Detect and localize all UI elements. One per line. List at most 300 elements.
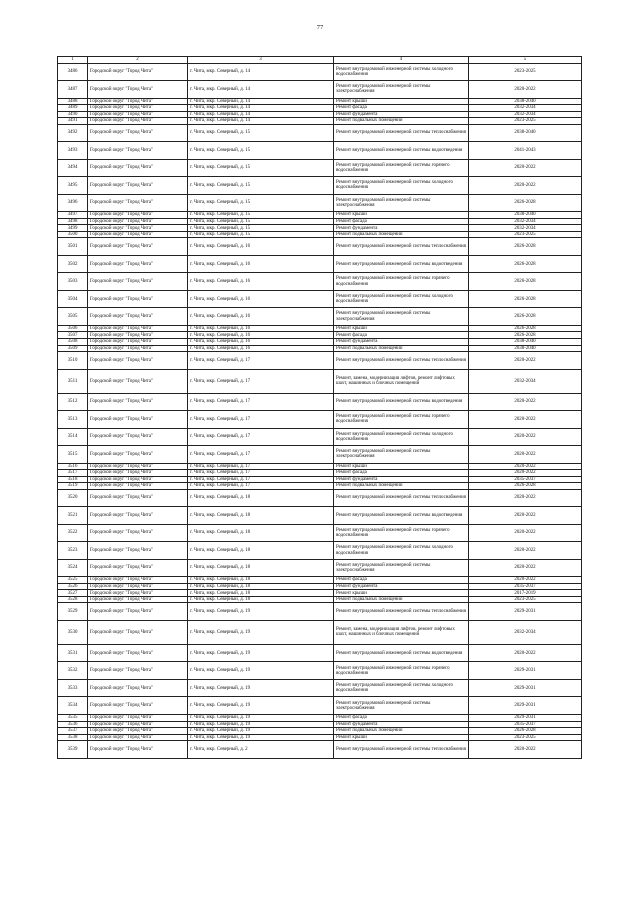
municipality-cell: Городской округ "Город Чита" xyxy=(88,332,188,339)
address-cell: г. Чита, мкр. Северный, д. 18 xyxy=(188,577,334,584)
municipality-cell: Городской округ "Город Чита" xyxy=(88,697,188,715)
work-type-cell: Ремонт внутридомовой инженерной системы электроснабжения xyxy=(334,194,469,212)
work-type-cell: Ремонт фасада xyxy=(334,105,469,112)
municipality-cell: Городской округ "Город Чита" xyxy=(88,596,188,603)
planned-period-cell: 2029-2031 xyxy=(469,603,582,621)
work-type-cell: Ремонт внутридомовой инженерной системы теплоснабжения xyxy=(334,489,469,507)
row-number-cell: 3527 xyxy=(58,590,88,597)
row-number-cell: 3510 xyxy=(58,352,88,370)
address-cell: г. Чита, мкр. Северный, д. 18 xyxy=(188,559,334,577)
work-type-cell: Ремонт фундамента xyxy=(334,476,469,483)
planned-period-cell: 2029-2031 xyxy=(469,714,582,721)
planned-period-cell: 2020-2022 xyxy=(469,524,582,542)
address-cell: г. Чита, мкр. Северный, д. 16 xyxy=(188,255,334,273)
planned-period-cell: 2020-2022 xyxy=(469,463,582,470)
municipality-cell: Городской округ "Город Чита" xyxy=(88,231,188,238)
address-cell: г. Чита, мкр. Северный, д. 19 xyxy=(188,679,334,697)
address-cell: г. Чита, мкр. Северный, д. 19 xyxy=(188,728,334,735)
planned-period-cell: 2020-2022 xyxy=(469,352,582,370)
municipality-cell: Городской округ "Город Чита" xyxy=(88,721,188,728)
table-row xyxy=(58,446,582,464)
row-number-cell: 3511 xyxy=(58,369,88,393)
work-type-cell: Ремонт фасада xyxy=(334,714,469,721)
work-type-cell: Ремонт фасада xyxy=(334,218,469,225)
work-type-cell: Ремонт подвальных помещений xyxy=(334,596,469,603)
planned-period-cell: 2023-2025 xyxy=(469,118,582,125)
work-type-cell: Ремонт внутридомовой инженерной системы холодного водоснабжения xyxy=(334,177,469,195)
column-header: 5 xyxy=(469,57,582,64)
work-type-cell: Ремонт подвальных помещений xyxy=(334,728,469,735)
planned-period-cell: 2020-2022 xyxy=(469,741,582,759)
planned-period-cell: 2038-2040 xyxy=(469,212,582,219)
municipality-cell: Городской округ "Город Чита" xyxy=(88,124,188,142)
table-row xyxy=(58,159,582,177)
address-cell: г. Чита, мкр. Северный, д. 18 xyxy=(188,524,334,542)
planned-period-cell: 2032-2034 xyxy=(469,620,582,644)
planned-period-cell: 2032-2034 xyxy=(469,111,582,118)
row-number-cell: 3530 xyxy=(58,620,88,644)
planned-period-cell: 2032-2034 xyxy=(469,225,582,232)
municipality-cell: Городской округ "Город Чита" xyxy=(88,728,188,735)
table-row xyxy=(58,352,582,370)
municipality-cell: Городской округ "Город Чита" xyxy=(88,577,188,584)
row-number-cell: 3532 xyxy=(58,662,88,680)
municipality-cell: Городской округ "Город Чита" xyxy=(88,542,188,560)
work-type-cell: Ремонт внутридомовой инженерной системы холодного водоснабжения xyxy=(334,679,469,697)
planned-period-cell: 2035-2037 xyxy=(469,583,582,590)
work-type-cell: Ремонт подвальных помещений xyxy=(334,118,469,125)
municipality-cell: Городской округ "Город Чита" xyxy=(88,255,188,273)
planned-period-cell: 2032-2034 xyxy=(469,369,582,393)
work-type-cell: Ремонт фундамента xyxy=(334,721,469,728)
work-type-cell: Ремонт внутридомовой инженерной системы электроснабжения xyxy=(334,81,469,99)
municipality-cell: Городской округ "Город Чита" xyxy=(88,603,188,621)
address-cell: г. Чита, мкр. Северный, д. 17 xyxy=(188,470,334,477)
work-type-cell: Ремонт внутридомовой инженерной системы горячего водоснабжения xyxy=(334,524,469,542)
work-type-cell: Ремонт фасада xyxy=(334,332,469,339)
table-row xyxy=(58,308,582,326)
address-cell: г. Чита, мкр. Северный, д. 17 xyxy=(188,476,334,483)
address-cell: г. Чита, мкр. Северный, д. 19 xyxy=(188,714,334,721)
table-row xyxy=(58,542,582,560)
municipality-cell: Городской округ "Город Чита" xyxy=(88,63,188,81)
planned-period-cell: 2026-2028 xyxy=(469,325,582,332)
work-type-cell: Ремонт внутридомовой инженерной системы горячего водоснабжения xyxy=(334,662,469,680)
table-row xyxy=(58,273,582,291)
municipality-cell: Городской округ "Город Чита" xyxy=(88,446,188,464)
work-type-cell: Ремонт внутридомовой инженерной системы холодного водоснабжения xyxy=(334,428,469,446)
planned-period-cell: 2020-2022 xyxy=(469,559,582,577)
row-number-cell: 3536 xyxy=(58,721,88,728)
planned-period-cell: 2020-2022 xyxy=(469,177,582,195)
work-type-cell: Ремонт фундамента xyxy=(334,583,469,590)
municipality-cell: Городской округ "Город Чита" xyxy=(88,352,188,370)
municipality-cell: Городской округ "Город Чита" xyxy=(88,489,188,507)
column-header: 1 xyxy=(58,57,88,64)
work-type-cell: Ремонт внутридомовой инженерной системы водоотведения xyxy=(334,142,469,160)
address-cell: г. Чита, мкр. Северный, д. 15 xyxy=(188,177,334,195)
planned-period-cell: 2029-2031 xyxy=(469,697,582,715)
work-type-cell: Ремонт внутридомовой инженерной системы электроснабжения xyxy=(334,697,469,715)
address-cell: г. Чита, мкр. Северный, д. 19 xyxy=(188,603,334,621)
table-row xyxy=(58,603,582,621)
address-cell: г. Чита, мкр. Северный, д. 15 xyxy=(188,124,334,142)
work-type-cell: Ремонт внутридомовой инженерной системы водоотведения xyxy=(334,255,469,273)
table-row xyxy=(58,290,582,308)
table-row xyxy=(58,369,582,393)
work-type-cell: Ремонт фундамента xyxy=(334,111,469,118)
work-type-cell: Ремонт внутридомовой инженерной системы электроснабжения xyxy=(334,446,469,464)
address-cell: г. Чита, мкр. Северный, д. 17 xyxy=(188,393,334,411)
planned-period-cell: 2029-2031 xyxy=(469,662,582,680)
row-number-cell: 3518 xyxy=(58,476,88,483)
address-cell: г. Чита, мкр. Северный, д. 19 xyxy=(188,721,334,728)
table-row xyxy=(58,559,582,577)
row-number-cell: 3503 xyxy=(58,273,88,291)
address-cell: г. Чита, мкр. Северный, д. 19 xyxy=(188,620,334,644)
address-cell: г. Чита, мкр. Северный, д. 19 xyxy=(188,697,334,715)
address-cell: г. Чита, мкр. Северный, д. 14 xyxy=(188,63,334,81)
municipality-cell: Городской округ "Город Чита" xyxy=(88,345,188,352)
work-type-cell: Ремонт крыши xyxy=(334,212,469,219)
row-number-cell: 3488 xyxy=(58,98,88,105)
table-row xyxy=(58,63,582,81)
municipality-cell: Городской округ "Город Чита" xyxy=(88,470,188,477)
address-cell: г. Чита, мкр. Северный, д. 16 xyxy=(188,290,334,308)
row-number-cell: 3489 xyxy=(58,105,88,112)
work-type-cell: Ремонт подвальных помещений xyxy=(334,483,469,490)
work-type-cell: Ремонт внутридомовой инженерной системы холодного водоснабжения xyxy=(334,542,469,560)
work-type-cell: Ремонт внутридомовой инженерной системы водоотведения xyxy=(334,393,469,411)
row-number-cell: 3493 xyxy=(58,142,88,160)
row-number-cell: 3525 xyxy=(58,577,88,584)
planned-period-cell: 2038-2040 xyxy=(469,98,582,105)
municipality-cell: Городской округ "Город Чита" xyxy=(88,118,188,125)
work-type-cell: Ремонт фундамента xyxy=(334,225,469,232)
municipality-cell: Городской округ "Город Чита" xyxy=(88,177,188,195)
table-row xyxy=(58,697,582,715)
table-row xyxy=(58,124,582,142)
municipality-cell: Городской округ "Город Чита" xyxy=(88,111,188,118)
row-number-cell: 3522 xyxy=(58,524,88,542)
work-type-cell: Ремонт внутридомовой инженерной системы электроснабжения xyxy=(334,308,469,326)
table-row xyxy=(58,679,582,697)
municipality-cell: Городской округ "Город Чита" xyxy=(88,325,188,332)
row-number-cell: 3516 xyxy=(58,463,88,470)
planned-period-cell: 2026-2028 xyxy=(469,238,582,256)
address-cell: г. Чита, мкр. Северный, д. 17 xyxy=(188,428,334,446)
planned-period-cell: 2041-2043 xyxy=(469,142,582,160)
work-type-cell: Ремонт внутридомовой инженерной системы горячего водоснабжения xyxy=(334,273,469,291)
work-type-cell: Ремонт внутридомовой инженерной системы теплоснабжения xyxy=(334,741,469,759)
address-cell: г. Чита, мкр. Северный, д. 2 xyxy=(188,741,334,759)
municipality-cell: Городской округ "Город Чита" xyxy=(88,590,188,597)
municipality-cell: Городской округ "Город Чита" xyxy=(88,741,188,759)
planned-period-cell: 2020-2022 xyxy=(469,159,582,177)
planned-period-cell: 2020-2022 xyxy=(469,428,582,446)
row-number-cell: 3499 xyxy=(58,225,88,232)
work-type-cell: Ремонт подвальных помещений xyxy=(334,231,469,238)
work-type-cell: Ремонт внутридомовой инженерной системы теплоснабжения xyxy=(334,124,469,142)
row-number-cell: 3520 xyxy=(58,489,88,507)
municipality-cell: Городской округ "Город Чита" xyxy=(88,428,188,446)
planned-period-cell: 2026-2028 xyxy=(469,290,582,308)
row-number-cell: 3515 xyxy=(58,446,88,464)
row-number-cell: 3495 xyxy=(58,177,88,195)
work-type-cell: Ремонт внутридомовой инженерной системы холодного водоснабжения xyxy=(334,290,469,308)
work-type-cell: Ремонт внутридомовой инженерной системы горячего водоснабжения xyxy=(334,411,469,429)
row-number-cell: 3505 xyxy=(58,308,88,326)
address-cell: г. Чита, мкр. Северный, д. 18 xyxy=(188,596,334,603)
row-number-cell: 3502 xyxy=(58,255,88,273)
address-cell: г. Чита, мкр. Северный, д. 16 xyxy=(188,308,334,326)
address-cell: г. Чита, мкр. Северный, д. 14 xyxy=(188,118,334,125)
row-number-cell: 3535 xyxy=(58,714,88,721)
work-type-cell: Ремонт внутридомовой инженерной системы теплоснабжения xyxy=(334,603,469,621)
address-cell: г. Чита, мкр. Северный, д. 14 xyxy=(188,105,334,112)
table-row xyxy=(58,81,582,99)
table-row xyxy=(58,411,582,429)
municipality-cell: Городской округ "Город Чита" xyxy=(88,238,188,256)
address-cell: г. Чита, мкр. Северный, д. 17 xyxy=(188,463,334,470)
table-row xyxy=(58,524,582,542)
table-row xyxy=(58,142,582,160)
address-cell: г. Чита, мкр. Северный, д. 17 xyxy=(188,446,334,464)
planned-period-cell: 2029-2031 xyxy=(469,679,582,697)
planned-period-cell: 2020-2022 xyxy=(469,507,582,525)
planned-period-cell: 2020-2022 xyxy=(469,81,582,99)
column-header: 4 xyxy=(334,57,469,64)
municipality-cell: Городской округ "Город Чита" xyxy=(88,559,188,577)
row-number-cell: 3529 xyxy=(58,603,88,621)
work-type-cell: Ремонт внутридомовой инженерной системы электроснабжения xyxy=(334,559,469,577)
table-row xyxy=(58,662,582,680)
municipality-cell: Городской округ "Город Чита" xyxy=(88,212,188,219)
address-cell: г. Чита, мкр. Северный, д. 16 xyxy=(188,238,334,256)
table-row xyxy=(58,741,582,759)
municipality-cell: Городской округ "Город Чита" xyxy=(88,463,188,470)
planned-period-cell: 2026-2028 xyxy=(469,273,582,291)
municipality-cell: Городской округ "Город Чита" xyxy=(88,524,188,542)
table-row xyxy=(58,489,582,507)
work-type-cell: Ремонт внутридомовой инженерной системы теплоснабжения xyxy=(334,238,469,256)
table-row xyxy=(58,428,582,446)
address-cell: г. Чита, мкр. Северный, д. 16 xyxy=(188,339,334,346)
address-cell: г. Чита, мкр. Северный, д. 18 xyxy=(188,583,334,590)
work-type-cell: Ремонт внутридомовой инженерной системы холодного водоснабжения xyxy=(334,63,469,81)
planned-period-cell: 2023-2025 xyxy=(469,734,582,741)
row-number-cell: 3534 xyxy=(58,697,88,715)
municipality-cell: Городской округ "Город Чита" xyxy=(88,734,188,741)
work-type-cell: Ремонт фасада xyxy=(334,577,469,584)
municipality-cell: Городской округ "Город Чита" xyxy=(88,98,188,105)
planned-period-cell: 2026-2028 xyxy=(469,483,582,490)
table-row xyxy=(58,507,582,525)
address-cell: г. Чита, мкр. Северный, д. 18 xyxy=(188,542,334,560)
row-number-cell: 3524 xyxy=(58,559,88,577)
planned-period-cell: 2038-2040 xyxy=(469,124,582,142)
work-type-cell: Ремонт фасада xyxy=(334,470,469,477)
row-number-cell: 3486 xyxy=(58,63,88,81)
table-row xyxy=(58,177,582,195)
address-cell: г. Чита, мкр. Северный, д. 15 xyxy=(188,225,334,232)
capital-repair-table xyxy=(57,56,582,759)
planned-period-cell: 2020-2022 xyxy=(469,577,582,584)
municipality-cell: Городской округ "Город Чита" xyxy=(88,290,188,308)
planned-period-cell: 2035-2037 xyxy=(469,721,582,728)
address-cell: г. Чита, мкр. Северный, д. 15 xyxy=(188,142,334,160)
table-row xyxy=(58,238,582,256)
address-cell: г. Чита, мкр. Северный, д. 15 xyxy=(188,159,334,177)
municipality-cell: Городской округ "Город Чита" xyxy=(88,483,188,490)
address-cell: г. Чита, мкр. Северный, д. 14 xyxy=(188,81,334,99)
row-number-cell: 3498 xyxy=(58,218,88,225)
municipality-cell: Городской округ "Город Чита" xyxy=(88,194,188,212)
row-number-cell: 3526 xyxy=(58,583,88,590)
row-number-cell: 3496 xyxy=(58,194,88,212)
work-type-cell: Ремонт подвальных помещений xyxy=(334,345,469,352)
planned-period-cell: 2026-2028 xyxy=(469,255,582,273)
municipality-cell: Городской округ "Город Чита" xyxy=(88,159,188,177)
municipality-cell: Городской округ "Город Чита" xyxy=(88,225,188,232)
municipality-cell: Городской округ "Город Чита" xyxy=(88,679,188,697)
row-number-cell: 3519 xyxy=(58,483,88,490)
planned-period-cell: 2020-2022 xyxy=(469,470,582,477)
address-cell: г. Чита, мкр. Северный, д. 15 xyxy=(188,218,334,225)
address-cell: г. Чита, мкр. Северный, д. 16 xyxy=(188,332,334,339)
address-cell: г. Чита, мкр. Северный, д. 17 xyxy=(188,369,334,393)
planned-period-cell: 2026-2028 xyxy=(469,728,582,735)
planned-period-cell: 2026-2028 xyxy=(469,308,582,326)
work-type-cell: Ремонт крыши xyxy=(334,590,469,597)
row-number-cell: 3537 xyxy=(58,728,88,735)
address-cell: г. Чита, мкр. Северный, д. 15 xyxy=(188,212,334,219)
planned-period-cell: 2020-2022 xyxy=(469,411,582,429)
work-type-cell: Ремонт, замена, модернизация лифтов, ремонт лифтовых шахт, машинных и блочных помещений xyxy=(334,369,469,393)
column-header: 3 xyxy=(188,57,334,64)
row-number-cell: 3491 xyxy=(58,118,88,125)
planned-period-cell: 2032-2034 xyxy=(469,218,582,225)
municipality-cell: Городской округ "Город Чита" xyxy=(88,507,188,525)
municipality-cell: Городской округ "Город Чита" xyxy=(88,393,188,411)
work-type-cell: Ремонт крыши xyxy=(334,98,469,105)
work-type-cell: Ремонт, замена, модернизация лифтов, ремонт лифтовых шахт, машинных и блочных помещений xyxy=(334,620,469,644)
row-number-cell: 3528 xyxy=(58,596,88,603)
row-number-cell: 3523 xyxy=(58,542,88,560)
row-number-cell: 3517 xyxy=(58,470,88,477)
planned-period-cell: 2035-2037 xyxy=(469,476,582,483)
municipality-cell: Городской округ "Город Чита" xyxy=(88,81,188,99)
address-cell: г. Чита, мкр. Северный, д. 18 xyxy=(188,489,334,507)
row-number-cell: 3492 xyxy=(58,124,88,142)
planned-period-cell: 2020-2022 xyxy=(469,644,582,662)
planned-period-cell: 2038-2040 xyxy=(469,339,582,346)
address-cell: г. Чита, мкр. Северный, д. 17 xyxy=(188,411,334,429)
municipality-cell: Городской округ "Город Чита" xyxy=(88,476,188,483)
work-type-cell: Ремонт внутридомовой инженерной системы водоотведения xyxy=(334,507,469,525)
row-number-cell: 3539 xyxy=(58,741,88,759)
municipality-cell: Городской округ "Город Чита" xyxy=(88,644,188,662)
work-type-cell: Ремонт внутридомовой инженерной системы теплоснабжения xyxy=(334,352,469,370)
municipality-cell: Городской округ "Город Чита" xyxy=(88,714,188,721)
municipality-cell: Городской округ "Город Чита" xyxy=(88,308,188,326)
page-number: 77 xyxy=(316,24,324,31)
row-number-cell: 3512 xyxy=(58,393,88,411)
work-type-cell: Ремонт внутридомовой инженерной системы водоотведения xyxy=(334,644,469,662)
work-type-cell: Ремонт внутридомовой инженерной системы горячего водоснабжения xyxy=(334,159,469,177)
row-number-cell: 3487 xyxy=(58,81,88,99)
address-cell: г. Чита, мкр. Северный, д. 17 xyxy=(188,352,334,370)
municipality-cell: Городской округ "Город Чита" xyxy=(88,105,188,112)
row-number-cell: 3531 xyxy=(58,644,88,662)
work-type-cell: Ремонт крыши xyxy=(334,734,469,741)
row-number-cell: 3521 xyxy=(58,507,88,525)
planned-period-cell: 2017-2019 xyxy=(469,590,582,597)
municipality-cell: Городской округ "Город Чита" xyxy=(88,662,188,680)
address-cell: г. Чита, мкр. Северный, д. 15 xyxy=(188,231,334,238)
work-type-cell: Ремонт крыши xyxy=(334,463,469,470)
row-number-cell: 3509 xyxy=(58,345,88,352)
row-number-cell: 3508 xyxy=(58,339,88,346)
planned-period-cell: 2023-2025 xyxy=(469,596,582,603)
table-row xyxy=(58,194,582,212)
row-number-cell: 3504 xyxy=(58,290,88,308)
planned-period-cell: 2032-2034 xyxy=(469,105,582,112)
table-row xyxy=(58,255,582,273)
address-cell: г. Чита, мкр. Северный, д. 19 xyxy=(188,644,334,662)
row-number-cell: 3501 xyxy=(58,238,88,256)
row-number-cell: 3490 xyxy=(58,111,88,118)
address-cell: г. Чита, мкр. Северный, д. 16 xyxy=(188,273,334,291)
address-cell: г. Чита, мкр. Северный, д. 17 xyxy=(188,483,334,490)
planned-period-cell: 2023-2025 xyxy=(469,231,582,238)
municipality-cell: Городской округ "Город Чита" xyxy=(88,369,188,393)
municipality-cell: Городской округ "Город Чита" xyxy=(88,339,188,346)
planned-period-cell: 2020-2022 xyxy=(469,489,582,507)
municipality-cell: Городской округ "Город Чита" xyxy=(88,620,188,644)
column-header: 2 xyxy=(88,57,188,64)
row-number-cell: 3497 xyxy=(58,212,88,219)
table-row xyxy=(58,393,582,411)
address-cell: г. Чита, мкр. Северный, д. 15 xyxy=(188,194,334,212)
planned-period-cell: 2023-2025 xyxy=(469,63,582,81)
planned-period-cell: 2020-2022 xyxy=(469,542,582,560)
planned-period-cell: 2038-2040 xyxy=(469,345,582,352)
row-number-cell: 3533 xyxy=(58,679,88,697)
municipality-cell: Городской округ "Город Чита" xyxy=(88,583,188,590)
work-type-cell: Ремонт крыши xyxy=(334,325,469,332)
work-type-cell: Ремонт фундамента xyxy=(334,339,469,346)
table-row xyxy=(58,644,582,662)
row-number-cell: 3500 xyxy=(58,231,88,238)
planned-period-cell: 2026-2028 xyxy=(469,332,582,339)
municipality-cell: Городской округ "Город Чита" xyxy=(88,142,188,160)
address-cell: г. Чита, мкр. Северный, д. 19 xyxy=(188,734,334,741)
planned-period-cell: 2026-2028 xyxy=(469,194,582,212)
table-row xyxy=(58,620,582,644)
row-number-cell: 3513 xyxy=(58,411,88,429)
address-cell: г. Чита, мкр. Северный, д. 14 xyxy=(188,111,334,118)
row-number-cell: 3507 xyxy=(58,332,88,339)
address-cell: г. Чита, мкр. Северный, д. 18 xyxy=(188,590,334,597)
municipality-cell: Городской округ "Город Чита" xyxy=(88,411,188,429)
row-number-cell: 3538 xyxy=(58,734,88,741)
row-number-cell: 3494 xyxy=(58,159,88,177)
address-cell: г. Чита, мкр. Северный, д. 18 xyxy=(188,507,334,525)
address-cell: г. Чита, мкр. Северный, д. 16 xyxy=(188,345,334,352)
planned-period-cell: 2020-2022 xyxy=(469,446,582,464)
row-number-cell: 3506 xyxy=(58,325,88,332)
